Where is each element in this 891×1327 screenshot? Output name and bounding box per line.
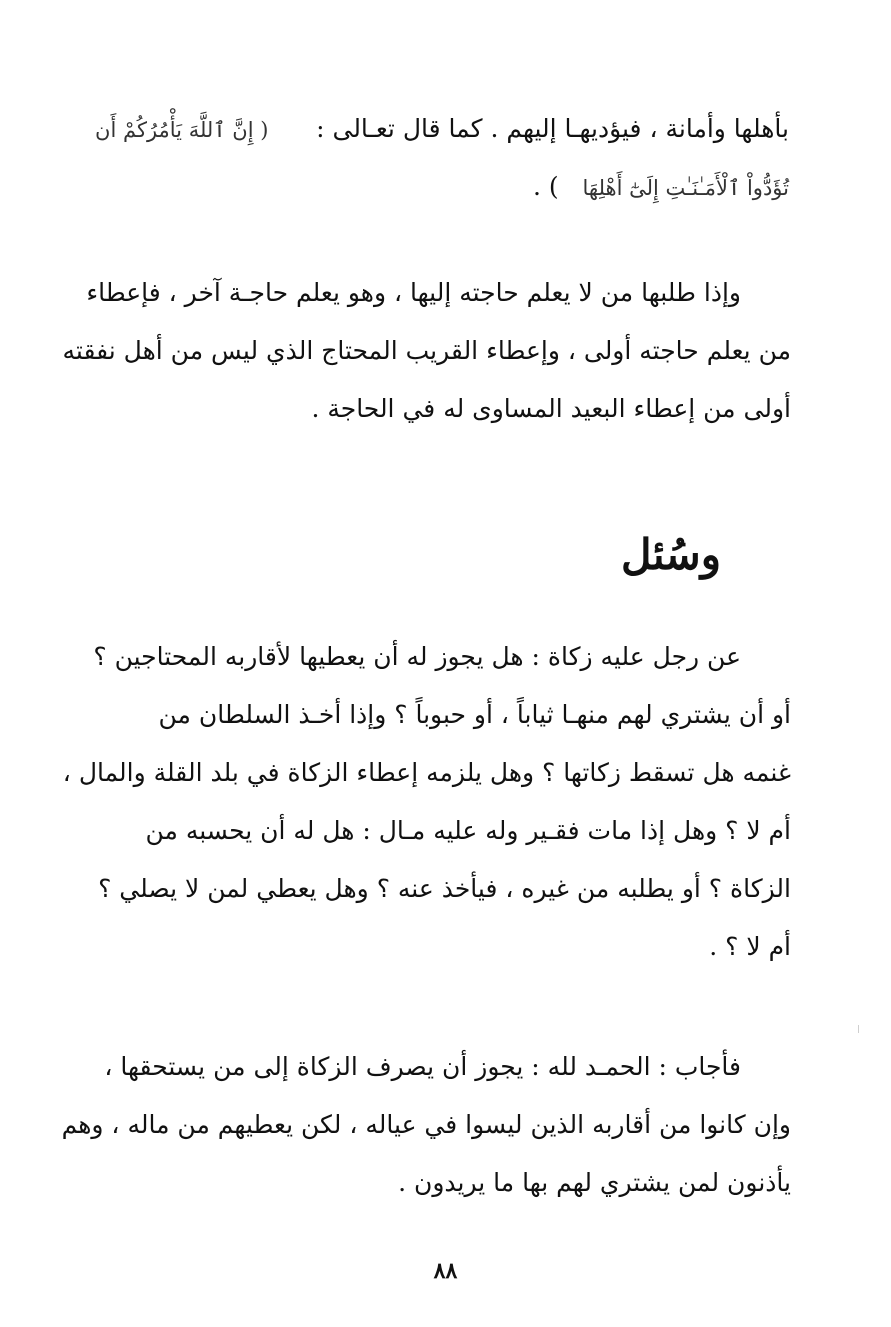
text-line: وإذا طلبها من لا يعلم حاجته إليها ، وهو يعلم حاجـة آخر ، فإعطاء xyxy=(86,278,741,307)
text-line: أم لا ؟ وهل إذا مات فقـير وله عليه مـال : هل له أن يحسبه من xyxy=(145,816,791,845)
page-number: ٨٨ xyxy=(433,1258,458,1284)
paragraph-answer xyxy=(61,1038,791,1212)
text-line: يأذنون لمن يشتري لهم بها ما يريدون . xyxy=(398,1168,791,1197)
paragraph-question xyxy=(62,628,791,976)
text-segment: ) . xyxy=(532,172,559,201)
margin-mark xyxy=(858,1025,859,1033)
quran-verse-segment: تُؤَدُّواْ ٱلْأَمَـٰنَـٰتِ إِلَىٰٓ أَهْلِهَا xyxy=(582,176,789,200)
text-line: غنمه هل تسقط زكاتها ؟ وهل يلزمه إعطاء الزكاة في بلد القلة والمال ، xyxy=(62,758,791,787)
quran-verse-segment: ( إِنَّ ٱللَّهَ يَأْمُرُكُمْ أَن xyxy=(95,118,269,142)
text-line: أو أن يشتري لهم منهـا ثياباً ، أو حبوباً ؟ وإذا أخـذ السلطان من xyxy=(158,700,791,729)
text-line: الزكاة ؟ أو يطلبه من غيره ، فيأخذ عنه ؟ وهل يعطي لمن لا يصلي ؟ xyxy=(98,874,791,903)
text-line: وإن كانوا من أقاربه الذين ليسوا في عياله ، لكن يعطيهم من ماله ، وهم xyxy=(61,1110,791,1139)
text-segment: بأهلها وأمانة ، فيؤديهـا إليهم . كما قال تعـالى : xyxy=(316,114,789,143)
text-line: عن رجل عليه زكاة : هل يجوز له أن يعطيها لأقاربه المحتاجين ؟ xyxy=(93,642,741,671)
text-line: أولى من إعطاء البعيد المساوى له في الحاجة . xyxy=(311,394,791,423)
paragraph-giving-priority xyxy=(62,264,791,438)
paragraph-quran-citation xyxy=(72,100,789,216)
text-line xyxy=(72,100,789,158)
section-heading: وسُئل xyxy=(621,530,721,579)
text-line: من يعلم حاجته أولى ، وإعطاء القريب المحتاج الذي ليس من أهل نفقته xyxy=(62,336,791,365)
text-line xyxy=(72,158,789,216)
text-line: أم لا ؟ . xyxy=(709,932,791,961)
text-line: فأجاب : الحمـد لله : يجوز أن يصرف الزكاة إلى من يستحقها ، xyxy=(104,1052,741,1081)
